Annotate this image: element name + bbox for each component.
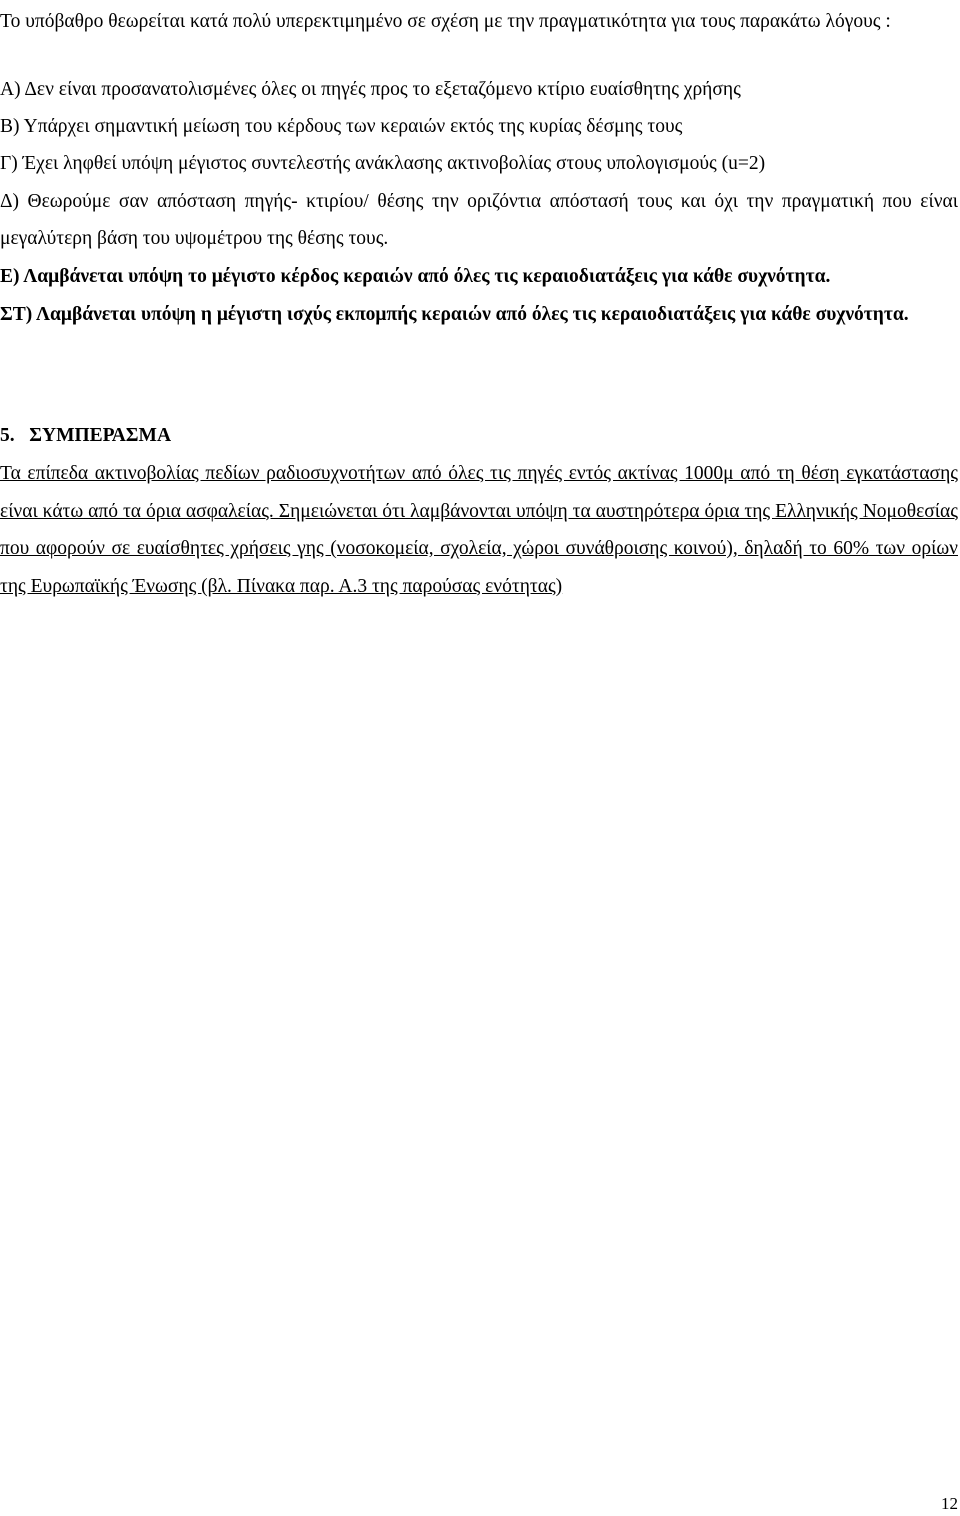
list-item-a: Α) Δεν είναι προσανατολισμένες όλες οι πηγές προς το εξεταζόμενο κτίριο ευαίσθητης χρήσης [0,79,741,100]
section-heading: 5. ΣΥΜΠΕΡΑΣΜΑ [0,425,172,446]
list-item-c: Γ) Έχει ληφθεί υπόψη μέγιστος συντελεστής ανάκλασης ακτινοβολίας στους υπολογισμούς (u=2) [0,153,766,174]
list-item-d: Δ) Θεωρούμε σαν απόσταση πηγής- κτιρίου/ θέσης την οριζόντια απόστασή τους και όχι την πραγματική που είναι μεγαλύτερη βάση του υψομέτρου της θέσης τους. [0,191,958,249]
page-number: 12 [941,1494,958,1513]
intro-paragraph: Το υπόβαθρο θεωρείται κατά πολύ υπερεκτιμημένο σε σχέση με την πραγματικότητα για τους παρακάτω λόγους : [0,11,891,32]
list-item-st: ΣΤ) Λαμβάνεται υπόψη η μέγιστη ισχύς εκπομπής κεραιών από όλες τις κεραιοδιατάξεις για κάθε συχνότητα. [0,304,909,325]
list-item-e: Ε) Λαμβάνεται υπόψη το μέγιστο κέρδος κεραιών από όλες τις κεραιοδιατάξεις για κάθε συχνότητα. [0,266,831,287]
conclusion-paragraph: Τα επίπεδα ακτινοβολίας πεδίων ραδιοσυχνοτήτων από όλες τις πηγές εντός ακτίνας 1000μ από τη θέση εγκατάστασης είναι κάτω από τα όρια ασφαλείας. Σημειώνεται ότι λαμβάνονται υπόψη τα αυστηρότερα όρια της Ελληνικής Νομοθεσίας που αφορούν σε ευαίσθητες χρήσεις γης (νοσοκομεία, σχολεία, χώροι συνάθροισης κοινού), δηλαδή το 60% των ορίων της Ευρωπαϊκής Ένωσης (βλ. Πίνακα παρ. Α.3 της παρούσας ενότητας) [0,463,958,597]
list-item-b: Β) Υπάρχει σημαντική μείωση του κέρδους των κεραιών εκτός της κυρίας δέσμης τους [0,116,683,137]
